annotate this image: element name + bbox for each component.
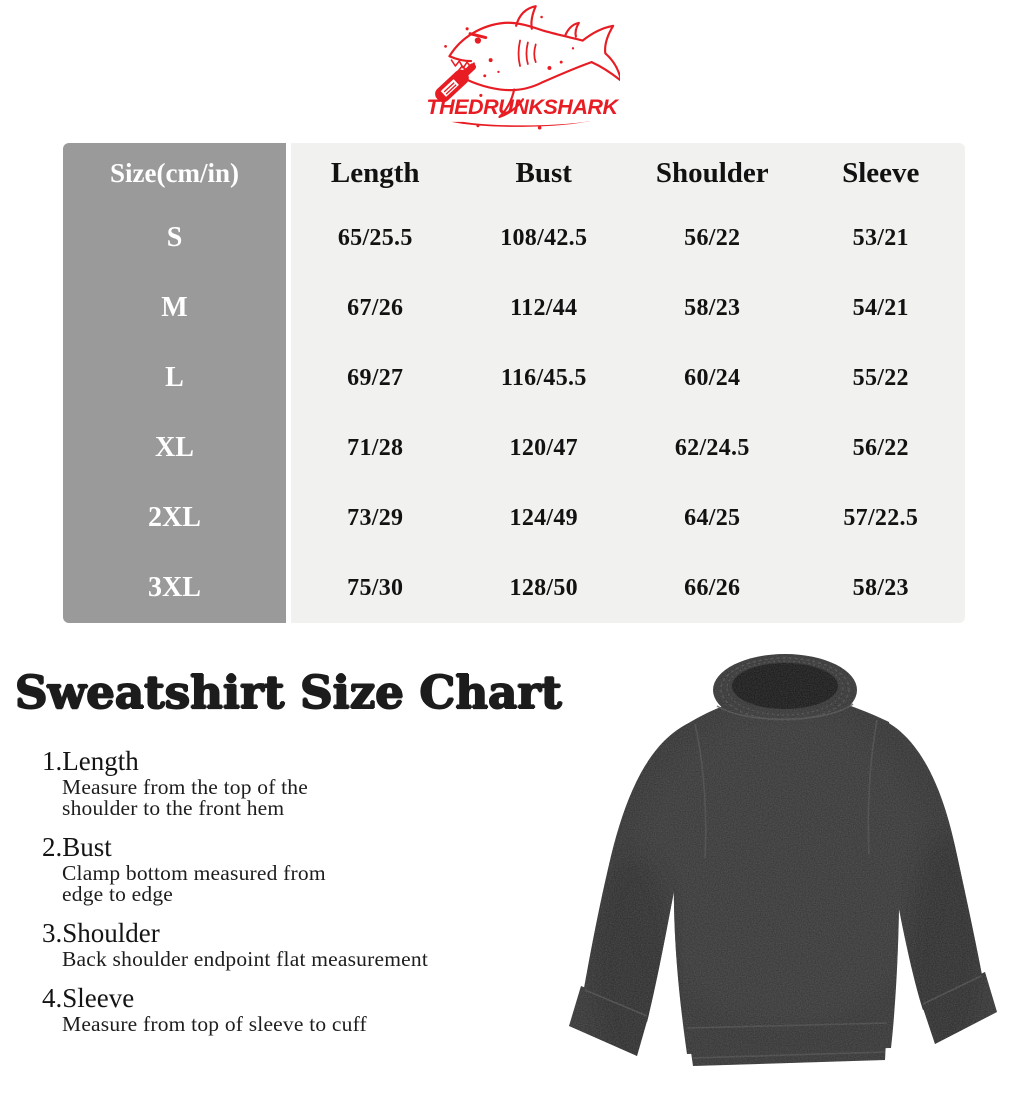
cell-l-length: 69/27 (291, 343, 460, 413)
list-item-desc-line: Measure from the top of the (62, 775, 309, 799)
size-row-label-2xl: 2XL (63, 483, 291, 553)
cell-3xl-shoulder: 66/26 (628, 553, 797, 623)
size-row-label-l: L (63, 343, 291, 413)
column-header-length: Length (291, 143, 460, 203)
size-row-label-xl: XL (63, 413, 291, 483)
cell-2xl-length: 73/29 (291, 483, 460, 553)
size-row-label-s: S (63, 203, 291, 273)
cell-2xl-shoulder: 64/25 (628, 483, 797, 553)
cell-s-bust: 108/42.5 (460, 203, 629, 273)
brand-name-text: THEDRUNKSHARK (426, 94, 618, 120)
column-header-sleeve: Sleeve (797, 143, 966, 203)
list-item-desc-line: Clamp bottom measured from (62, 861, 326, 885)
cell-2xl-sleeve: 57/22.5 (797, 483, 966, 553)
column-header-shoulder: Shoulder (628, 143, 797, 203)
cell-xl-length: 71/28 (291, 413, 460, 483)
cell-l-sleeve: 55/22 (797, 343, 966, 413)
cell-s-sleeve: 53/21 (797, 203, 966, 273)
black-sweatshirt-graphic (545, 628, 1023, 1100)
cell-l-shoulder: 60/24 (628, 343, 797, 413)
sweatshirt-product-image (545, 628, 1023, 1100)
list-item-desc-line: Back shoulder endpoint flat measurement (62, 947, 429, 971)
column-header-bust: Bust (460, 143, 629, 203)
measurement-notes (42, 746, 534, 1048)
list-item-label: 4.Sleeve (42, 983, 135, 1013)
size-table (63, 143, 965, 623)
table-corner-header: Size(cm/in) (63, 143, 291, 203)
brand-logo (424, 2, 620, 130)
size-row-label-m: M (63, 273, 291, 343)
cell-m-sleeve: 54/21 (797, 273, 966, 343)
cell-xl-sleeve: 56/22 (797, 413, 966, 483)
cell-m-length: 67/26 (291, 273, 460, 343)
brush-swash (451, 121, 590, 127)
cell-m-shoulder: 58/23 (628, 273, 797, 343)
list-item-sleeve (42, 983, 534, 1035)
list-item-label: 2.Bust (42, 832, 112, 862)
cell-m-bust: 112/44 (460, 273, 629, 343)
list-item-label: 1.Length (42, 746, 139, 776)
cell-l-bust: 116/45.5 (460, 343, 629, 413)
cell-xl-bust: 120/47 (460, 413, 629, 483)
page-title: Sweatshirt Size Chart (15, 666, 562, 719)
list-item-label: 3.Shoulder (42, 918, 160, 948)
drunk-shark-icon (424, 2, 620, 130)
shark-eye (475, 37, 481, 43)
cell-2xl-bust: 124/49 (460, 483, 629, 553)
cell-s-length: 65/25.5 (291, 203, 460, 273)
cell-xl-shoulder: 62/24.5 (628, 413, 797, 483)
list-item-desc-line: shoulder to the front hem (62, 796, 285, 820)
list-item-bust (42, 832, 534, 905)
cell-3xl-length: 75/30 (291, 553, 460, 623)
cell-3xl-bust: 128/50 (460, 553, 629, 623)
cell-s-shoulder: 56/22 (628, 203, 797, 273)
cell-3xl-sleeve: 58/23 (797, 553, 966, 623)
list-item-shoulder (42, 918, 534, 970)
list-item-desc-line: Measure from top of sleeve to cuff (62, 1012, 367, 1036)
list-item-desc-line: edge to edge (62, 882, 174, 906)
list-item-length (42, 746, 534, 819)
size-row-label-3xl: 3XL (63, 553, 291, 623)
